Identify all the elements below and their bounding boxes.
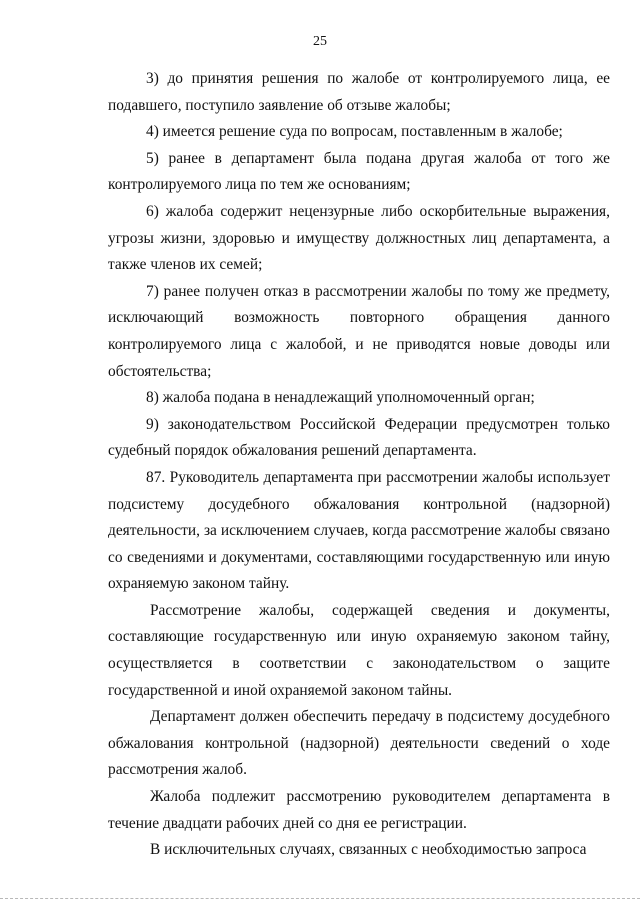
paragraph-item-8: 8) жалоба подана в ненадлежащий уполномоченный орган; xyxy=(146,389,535,407)
page-number: 25 xyxy=(313,34,327,49)
paragraph-subsystem-transfer: Департамент должен обеспечить передачу в подсистему досудебного обжалования контрольной (надзорной) деятельности сведений о ходе рассмотрения жалоб. xyxy=(108,708,610,779)
paragraph-item-4: 4) имеется решение суда по вопросам, поставленным в жалобе; xyxy=(146,123,563,141)
paragraph-item-6: 6) жалоба содержит нецензурные либо оскорбительные выражения, угрозы жизни, здоровью и имуществу должностных лиц департамента, а также членов их семей; xyxy=(108,202,610,274)
paragraph-item-9: 9) законодательством Российской Федерации предусмотрен только судебный порядок обжалования решений департамента. xyxy=(108,415,610,460)
paragraph-clause-87: 87. Руководитель департамента при рассмотрении жалобы использует подсистему досудебного обжалования контрольной (надзорной) деятельности, за исключением случаев, когда рассмотрение жалобы связано со сведениями и документами, составляющими государственную или иную охраняемую законом тайну. xyxy=(108,468,610,593)
paragraph-review-term: Жалоба подлежит рассмотрению руководителем департамента в течение двадцати рабочих дней со дня ее регистрации. xyxy=(108,788,610,832)
paragraph-item-7: 7) ранее получен отказ в рассмотрении жалобы по тому же предмету, исключающий возможность повторного обращения данного контролируемого лица с жалобой, и не приводятся новые доводы или обстоятельства; xyxy=(108,282,610,380)
page-bottom-divider xyxy=(0,898,640,899)
paragraph-exceptional-cases: В исключительных случаях, связанных с необходимостью запроса xyxy=(150,841,587,859)
document-body xyxy=(108,66,610,864)
paragraph-secret-review: Рассмотрение жалобы, содержащей сведения и документы, составляющие государственную или иную охраняемую законом тайну, осуществляется в соответствии с законодательством о защите государственной и иной охраняемой законом тайны. xyxy=(108,601,610,699)
paragraph-item-3: 3) до принятия решения по жалобе от контролируемого лица, ее подавшего, поступило заявление об отзыве жалобы; xyxy=(108,70,610,114)
paragraph-item-5: 5) ранее в департамент была подана другая жалоба от того же контролируемого лица по тем же основаниям; xyxy=(108,149,610,194)
